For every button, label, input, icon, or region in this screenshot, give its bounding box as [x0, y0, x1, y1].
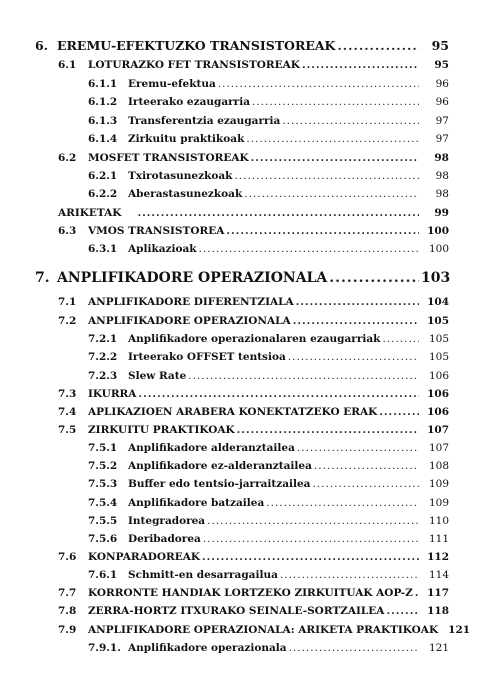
toc-entry-title: APLIKAZIOEN ARABERA KONEKTATZEKO ERAK: [88, 406, 378, 418]
toc-entry-title: EREMU-EFEKTUZKO TRANSISTOREAK: [57, 38, 336, 53]
toc-entry-title: Anplifikadore operazionala: [128, 642, 287, 654]
toc-entry-number: 7.: [35, 270, 50, 286]
toc-entry-number: 6.2.1: [88, 170, 118, 182]
toc-dot-leader: [199, 241, 419, 257]
toc-entry[interactable]: [88, 531, 449, 547]
toc-entry[interactable]: [58, 603, 449, 619]
toc-dot-leader: [282, 113, 419, 129]
toc-entry[interactable]: [88, 94, 449, 110]
toc-entry-page: 97: [435, 115, 449, 127]
toc-entry-title: LOTURAZKO FET TRANSISTOREAK: [88, 59, 300, 71]
toc-entry-page: 98: [435, 188, 449, 200]
toc-entry-page: 96: [435, 78, 449, 90]
toc-entry-page: 105: [428, 351, 449, 363]
toc-dot-leader: [379, 404, 419, 420]
toc-entry-number: 7.8: [58, 605, 77, 617]
toc-entry[interactable]: [88, 168, 449, 184]
toc-entry[interactable]: [88, 458, 449, 474]
toc-dot-leader: [280, 567, 419, 583]
toc-entry-title: Aberastasunezkoak: [128, 188, 243, 200]
toc-dot-leader: [297, 440, 419, 456]
toc-entry-number: 7.5.2: [88, 460, 118, 472]
toc-dot-leader: [302, 57, 419, 73]
toc-entry-title: Anplifikadore operazionalaren ezaugarriak: [128, 333, 381, 345]
toc-entry-number: 6.1.4: [88, 133, 118, 145]
toc-entry[interactable]: [88, 331, 449, 347]
toc-entry-page: 99: [434, 207, 449, 219]
toc-entry-page: 111: [428, 533, 449, 545]
toc-entry[interactable]: [88, 476, 449, 492]
toc-dot-leader: [313, 476, 420, 492]
toc-entry-title: Deribadorea: [128, 533, 201, 545]
toc-entry[interactable]: [58, 549, 449, 565]
toc-dot-leader: [386, 603, 419, 619]
toc-entry-title: ZERRA-HORTZ ITXURAKO SEINALE-SORTZAILEA: [88, 605, 385, 617]
toc-entry-number: 7.5.6: [88, 533, 118, 545]
toc-entry[interactable]: [88, 567, 449, 583]
toc-entry-title: Txirotasunezkoak: [128, 170, 233, 182]
toc-dot-leader: [226, 223, 419, 239]
toc-dot-leader: [415, 585, 419, 601]
toc-entry-number: 7.9.1.: [88, 642, 121, 654]
toc-dot-leader: [207, 513, 419, 529]
toc-entry-number: 6.2.2: [88, 188, 118, 200]
toc-entry-title: Anplifikadore ez-alderanztailea: [128, 460, 312, 472]
toc-dot-leader: [289, 640, 419, 656]
toc-entry-number: 7.5.1: [88, 442, 118, 454]
toc-entry[interactable]: [58, 622, 471, 638]
toc-entry-number: 7.6: [58, 551, 77, 563]
toc-dot-leader: [138, 386, 419, 402]
toc-entry-number: 7.2.2: [88, 351, 118, 363]
toc-dot-leader: [237, 422, 419, 438]
toc-dot-leader: [188, 368, 419, 384]
toc-entry-page: 121: [428, 642, 449, 654]
toc-entry-title: ZIRKUITU PRAKTIKOAK: [88, 424, 235, 436]
toc-entry[interactable]: [88, 131, 449, 147]
toc-entry-page: 105: [428, 333, 449, 345]
toc-entry[interactable]: [88, 368, 449, 384]
toc-entry-title: Zirkuitu praktikoak: [128, 133, 245, 145]
toc-entry-page: 106: [428, 370, 449, 382]
toc-entry-page: 95: [434, 59, 449, 71]
toc-entry[interactable]: [88, 349, 449, 365]
toc-entry-page: 95: [431, 38, 449, 53]
toc-entry-number: 7.9: [58, 624, 77, 636]
toc-entry[interactable]: [88, 640, 449, 656]
toc-entry-page: 107: [427, 424, 449, 436]
toc-entry-title: Anplifikadore alderanztailea: [128, 442, 295, 454]
toc-entry-title: ANPLIFIKADORE DIFERENTZIALA: [88, 296, 294, 308]
toc-entry-number: 7.5.5: [88, 515, 118, 527]
toc-entry-page: 108: [428, 460, 449, 472]
toc-entry-title: Irteerako OFFSET tentsioa: [128, 351, 286, 363]
toc-dot-leader: [329, 270, 419, 286]
toc-entry-page: 97: [435, 133, 449, 145]
toc-entry-number: 6.: [35, 38, 49, 53]
toc-entry-title: KORRONTE HANDIAK LORTZEKO ZIRKUITUAK AOP-Z: [88, 587, 413, 599]
toc-entry[interactable]: [88, 241, 449, 257]
toc-entry-number: 6.1: [58, 59, 77, 71]
toc-entry-page: 107: [428, 442, 449, 454]
toc-entry-number: 7.6.1: [88, 569, 118, 581]
toc-entry-number: 7.5.3: [88, 478, 118, 490]
toc-entry-page: 114: [428, 569, 449, 581]
toc-entry-number: 7.5.4: [88, 497, 118, 509]
toc-entry-page: 106: [427, 406, 449, 418]
toc-dot-leader: [234, 168, 419, 184]
toc-entry[interactable]: [88, 440, 449, 456]
toc-entry-page: 100: [427, 225, 449, 237]
toc-entry-number: 7.5: [58, 424, 77, 436]
toc-entry[interactable]: [58, 313, 449, 329]
toc-entry-number: 7.3: [58, 388, 77, 400]
toc-entry-number: 7.2.3: [88, 370, 118, 382]
toc-entry-title: Anplifikadore batzailea: [128, 497, 265, 509]
toc-entry[interactable]: [58, 223, 449, 239]
toc-entry[interactable]: [35, 38, 449, 54]
toc-entry-number: 6.1.3: [88, 115, 118, 127]
toc-entry-number: 6.1.2: [88, 96, 118, 108]
toc-entry-title: ARIKETAK: [58, 207, 122, 219]
toc-dot-leader: [296, 294, 419, 310]
toc-entry[interactable]: [35, 270, 449, 286]
toc-entry-page: 104: [427, 296, 449, 308]
toc-dot-leader: [218, 76, 419, 92]
toc-entry-title: Schmitt-en desarragailua: [128, 569, 278, 581]
toc-dot-leader: [337, 38, 419, 54]
toc-dot-leader: [203, 531, 419, 547]
toc-dot-leader: [293, 313, 419, 329]
toc-entry-page: 98: [434, 152, 449, 164]
toc-entry-title: ANPLIFIKADORE OPERAZIONALA: [88, 315, 291, 327]
toc-entry[interactable]: [58, 386, 449, 402]
toc-entry-title: Buffer edo tentsio-jarraitzailea: [128, 478, 311, 490]
toc-dot-leader: [244, 186, 419, 202]
toc-entry-title: Eremu-efektua: [128, 78, 216, 90]
toc-entry-number: 6.3.1: [88, 243, 118, 255]
toc-entry[interactable]: [58, 150, 449, 166]
toc-entry-page: 103: [421, 270, 451, 286]
toc-entry-page: 117: [427, 587, 449, 599]
toc-entry-page: 96: [435, 96, 449, 108]
toc-dot-leader: [202, 549, 419, 565]
toc-entry-number: 7.2: [58, 315, 77, 327]
toc-entry[interactable]: [58, 57, 449, 73]
toc-entry-page: 109: [428, 478, 449, 490]
toc-entry-page: 105: [427, 315, 449, 327]
toc-entry-title: Aplikazioak: [128, 243, 197, 255]
toc-entry[interactable]: [58, 585, 449, 601]
toc-entry-page: 118: [427, 605, 449, 617]
toc-entry-title: KONPARADOREAK: [88, 551, 200, 563]
toc-entry-number: 6.3: [58, 225, 77, 237]
toc-entry-page: 98: [435, 170, 449, 182]
toc-entry[interactable]: [58, 294, 449, 310]
toc-entry-number: 6.1.1: [88, 78, 118, 90]
toc-dot-leader: [251, 150, 419, 166]
toc-entry[interactable]: [88, 495, 449, 511]
toc-entry[interactable]: [88, 76, 449, 92]
toc-entry-title: Irteerako ezaugarria: [128, 96, 251, 108]
toc-entry[interactable]: [58, 404, 449, 420]
toc-entry-number: 7.1: [58, 296, 77, 308]
toc-entry-page: 112: [427, 551, 449, 563]
toc-entry-title: Transferentzia ezaugarria: [128, 115, 281, 127]
toc-entry-number: 6.2: [58, 152, 77, 164]
toc-dot-leader: [246, 131, 419, 147]
toc-entry-title: ANPLIFIKADORE OPERAZIONALA: ARIKETA PRAKTIKOAK: [88, 624, 439, 636]
toc-entry[interactable]: [88, 113, 449, 129]
toc-entry-number: 7.7: [58, 587, 77, 599]
toc-entry-title: IKURRA: [88, 388, 137, 400]
toc-entry-page: 110: [428, 515, 449, 527]
toc-dot-leader: [288, 349, 419, 365]
toc-dot-leader: [266, 495, 419, 511]
toc-entry-title: VMOS TRANSISTOREA: [88, 225, 225, 237]
toc-entry-page: 100: [428, 243, 449, 255]
toc-dot-leader: [252, 94, 419, 110]
toc-entry-page: 121: [448, 624, 471, 636]
toc-entry-number: 7.2.1: [88, 333, 118, 345]
toc-dot-leader: [382, 331, 419, 347]
toc-entry-page: 106: [427, 388, 449, 400]
toc-entry-number: 7.4: [58, 406, 77, 418]
toc-entry-title: MOSFET TRANSISTOREAK: [88, 152, 249, 164]
toc-dot-leader: [314, 458, 419, 474]
toc-entry-title: ANPLIFIKADORE OPERAZIONALA: [57, 270, 328, 286]
toc-entry[interactable]: [88, 513, 449, 529]
toc-entry[interactable]: [58, 205, 449, 221]
toc-entry[interactable]: [58, 422, 449, 438]
toc-entry-page: 109: [428, 497, 449, 509]
toc-entry-title: Slew Rate: [128, 370, 187, 382]
toc-entry[interactable]: [88, 186, 449, 202]
toc-dot-leader: [137, 205, 419, 221]
toc-entry-title: Integradorea: [128, 515, 206, 527]
